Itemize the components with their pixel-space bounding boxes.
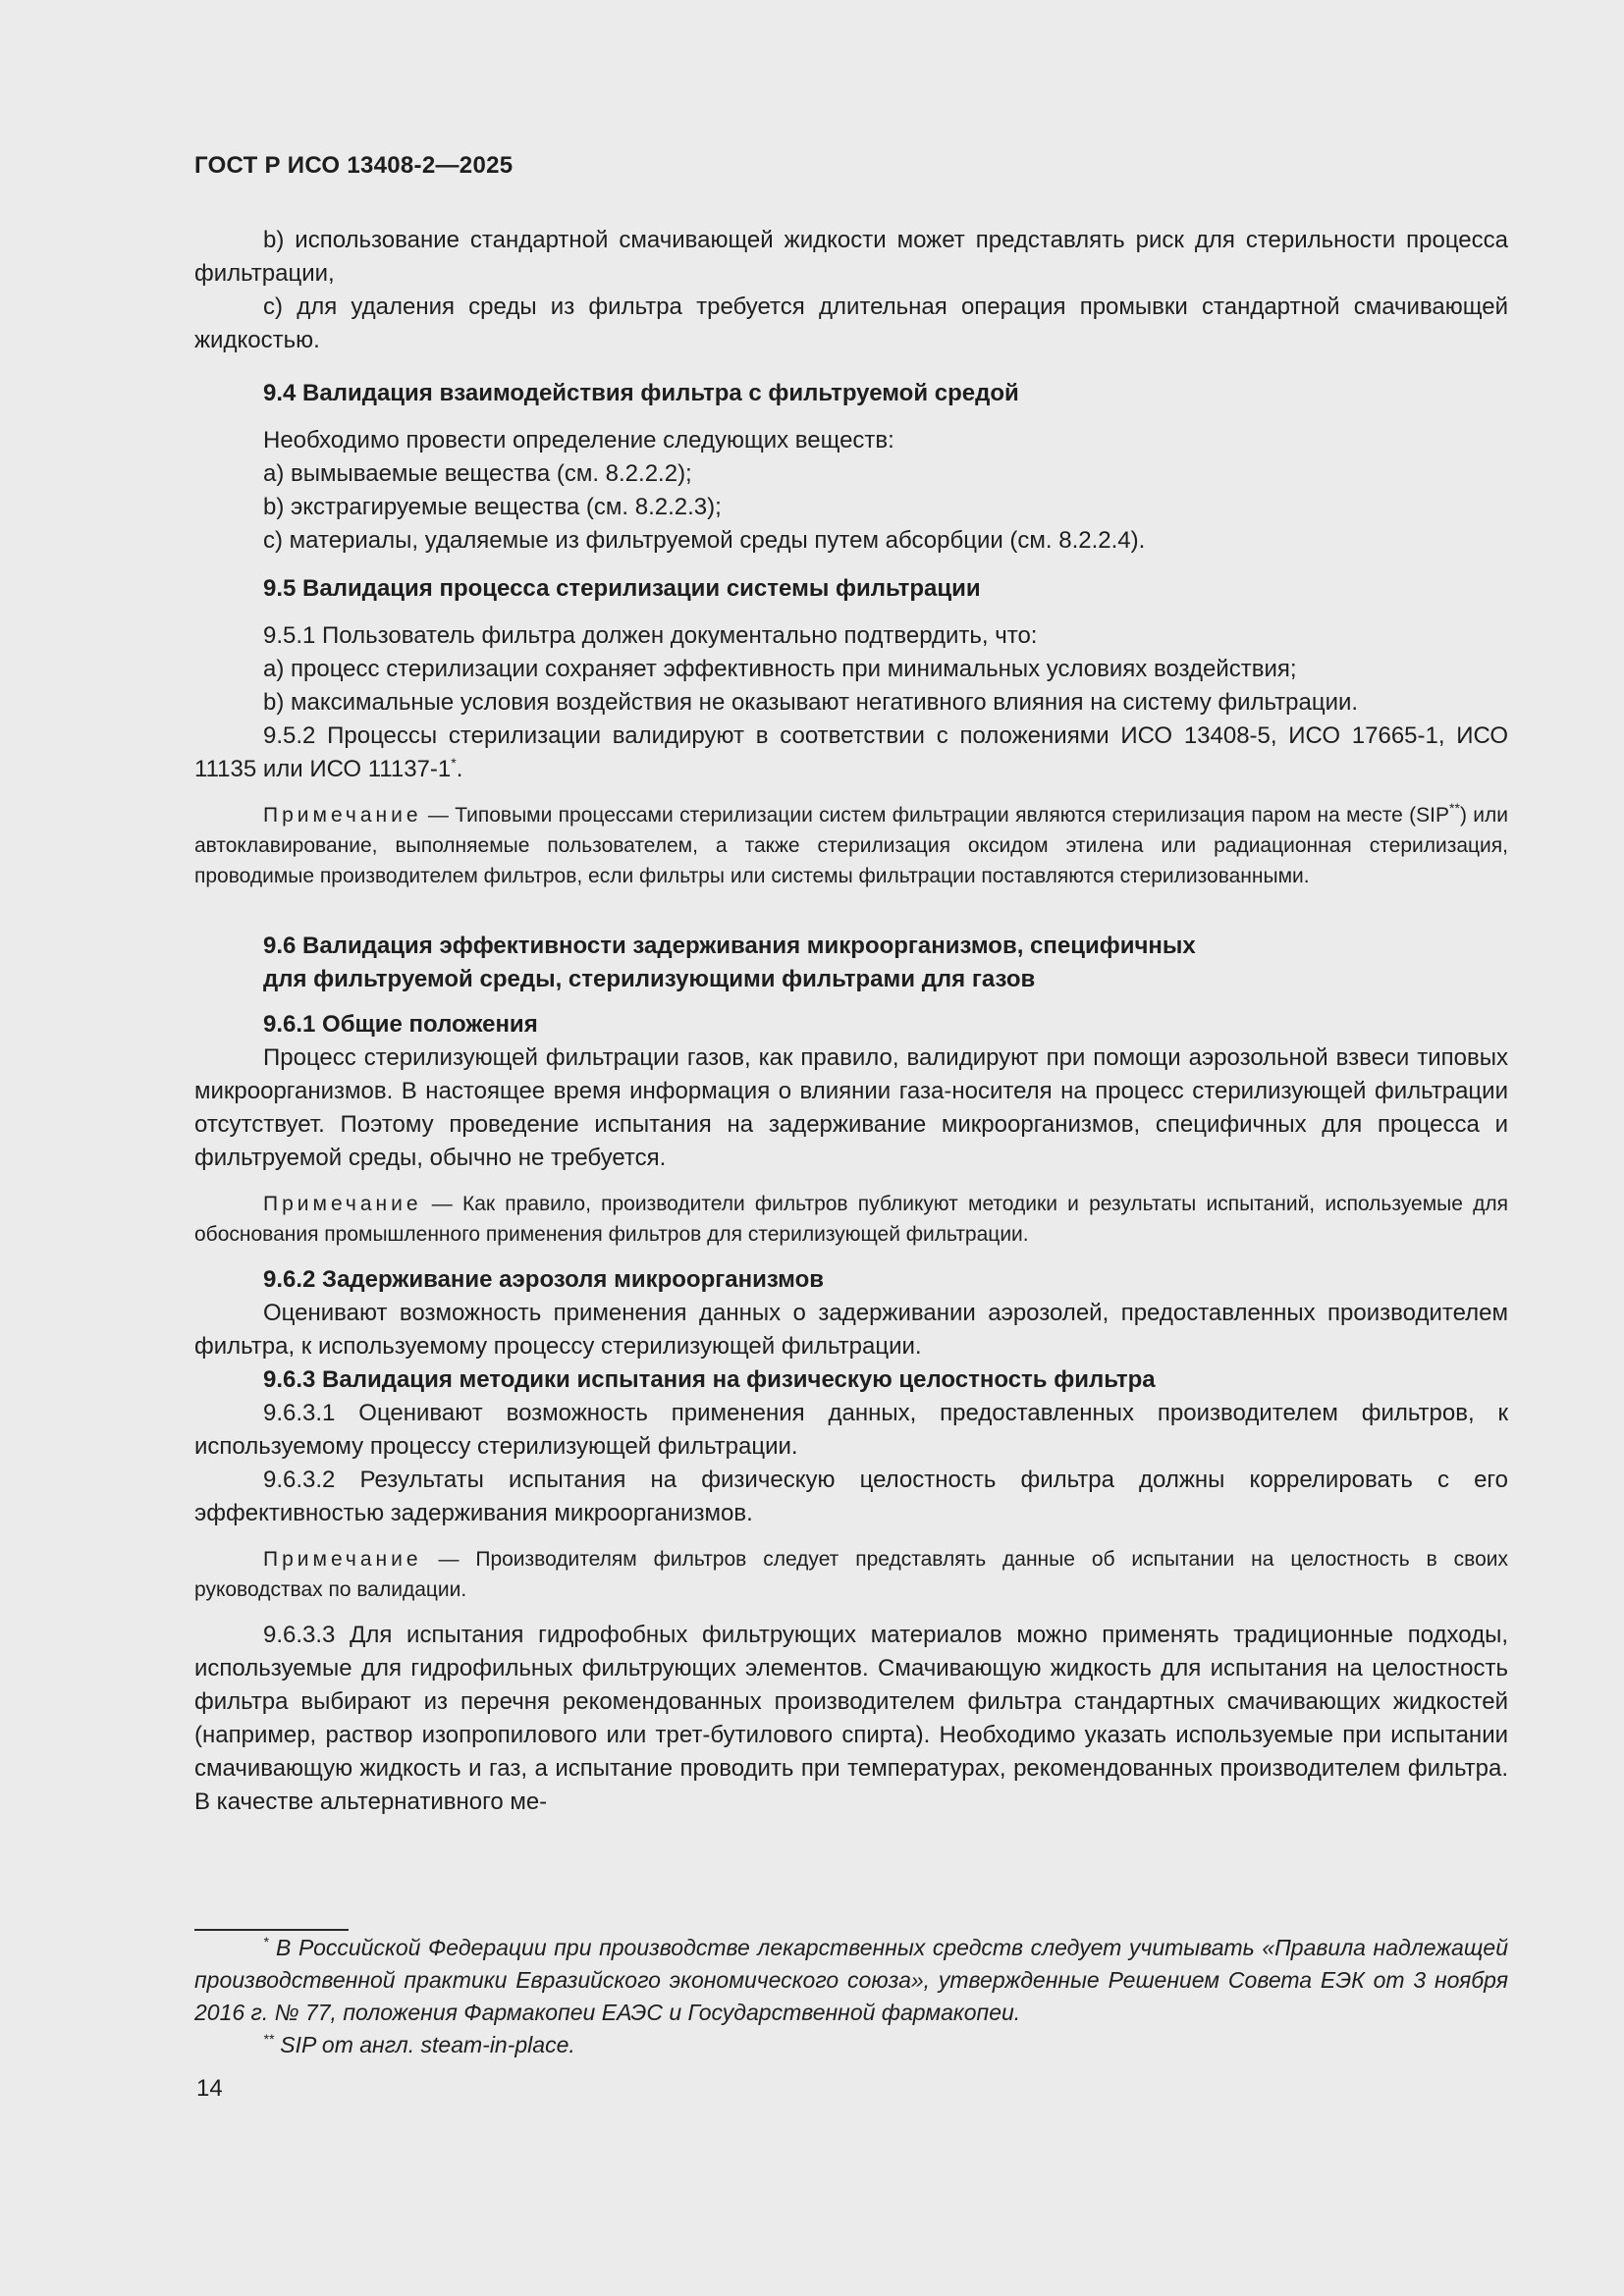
- section-9-4-intro: Необходимо провести определение следующих веществ:: [263, 427, 894, 454]
- footnotes: [194, 1932, 1508, 2061]
- section-9-4-heading: 9.4 Валидация взаимодействия фильтра с фильтруемой средой: [263, 380, 1019, 406]
- section-9-5-heading: 9.5 Валидация процесса стерилизации системы фильтрации: [263, 575, 981, 602]
- subsection-9-6-1-heading: 9.6.1 Общие положения: [263, 1011, 538, 1038]
- section-9-4-item-a: a) вымываемые вещества (см. 8.2.2.2);: [263, 460, 692, 487]
- note-9-5: Примечание — Типовыми процессами стерилизации систем фильтрации являются стерилизация паром на месте (SIP**) или автоклавирование, выполняемые пользователем, а также стерилизация оксидом этилена или радиационная стерилизация, проводимые производителем фильтров, если фильтры или системы фильтрации поставляются стерилизованными.: [194, 800, 1508, 887]
- page-number: 14: [196, 2075, 223, 2102]
- subsection-9-6-2-heading: 9.6.2 Задерживание аэрозоля микроорганизмов: [263, 1266, 825, 1293]
- document-header: ГОСТ Р ИСО 13408-2—2025: [194, 152, 514, 179]
- note-9-6-3: Примечание — Производителям фильтров следует представлять данные об испытании на целостность в своих руководствах по валидации.: [194, 1548, 1508, 1601]
- footnote-mark-2: **: [263, 2031, 274, 2047]
- section-9-6-heading-cont: для фильтруемой среды, стерилизующими фильтрами для газов: [263, 966, 1036, 992]
- footnote-2: ** SIP от англ. steam-in-place.: [263, 2031, 575, 2057]
- section-9-6-heading: 9.6 Валидация эффективности задерживания микроорганизмов, специфичных: [263, 933, 1196, 959]
- footnote-divider: [194, 1929, 349, 1931]
- footnote-1: * В Российской Федерации при производстве лекарственных средств следует учитывать «Правила надлежащей производственной практики Евразийского экономического союза», утвержденные Решением Совета ЕЭК от 3 ноября 2016 г. № 77, положения Фармакопеи ЕАЭС и Государственной фармакопеи.: [194, 1934, 1508, 2025]
- note-label: Примечание: [263, 1548, 422, 1571]
- note-9-6-1: Примечание — Как правило, производители фильтров публикуют методики и результаты испытаний, используемые для обоснования промышленного применения фильтров для стерилизующей фильтрации.: [194, 1193, 1508, 1246]
- clause-9-6-3-1: 9.6.3.1 Оценивают возможность применения данных, предоставленных производителем фильтров, к используемому процессу стерилизующей фильтрации.: [194, 1400, 1508, 1460]
- clause-9-5-1: 9.5.1 Пользователь фильтра должен документально подтвердить, что:: [263, 622, 1038, 649]
- section-9-4-item-c: c) материалы, удаляемые из фильтруемой среды путем абсорбции (см. 8.2.2.4).: [263, 527, 1146, 554]
- footnote-ref-1: *: [451, 755, 457, 771]
- subsection-9-6-1-text: Процесс стерилизующей фильтрации газов, как правило, валидируют при помощи аэрозольной взвеси типовых микроорганизмов. В настоящее время информация о влиянии газа-носителя на процесс стерилизующей фильтрации отсутствует. Поэтому проведение испытания на задерживание микроорганизмов, специфичных для процесса и фильтруемой среды, обычно не требуется.: [194, 1044, 1508, 1171]
- list-item-c: c) для удаления среды из фильтра требуется длительная операция промывки стандартной смачивающей жидкостью.: [194, 294, 1508, 353]
- main-text: [194, 224, 1508, 1819]
- clause-9-6-3-2: 9.6.3.2 Результаты испытания на физическую целостность фильтра должны коррелировать с его эффективностью задерживания микроорганизмов.: [194, 1467, 1508, 1526]
- clause-9-6-3-3: 9.6.3.3 Для испытания гидрофобных фильтрующих материалов можно применять традиционные подходы, используемые для гидрофильных фильтрующих элементов. Смачивающую жидкость для испытания на целостность фильтра выбирают из перечня рекомендованных производителем фильтра стандартных смачивающих жидкостей (например, раствор изопропилового или трет-бутилового спирта). Необходимо указать используемые при испытании смачивающую жидкость и газ, а испытание проводить при температурах, рекомендованных производителем фильтра. В качестве альтернативного ме-: [194, 1622, 1508, 1815]
- document-page: [194, 0, 1508, 2296]
- section-9-4-item-b: b) экстрагируемые вещества (см. 8.2.2.3);: [263, 494, 722, 520]
- subsection-9-6-2-text: Оценивают возможность применения данных о задерживании аэрозолей, предоставленных производителем фильтра, к используемому процессу стерилизующей фильтрации.: [194, 1300, 1508, 1360]
- note-label: Примечание: [263, 1193, 422, 1215]
- subsection-9-6-3-heading: 9.6.3 Валидация методики испытания на физическую целостность фильтра: [263, 1366, 1156, 1393]
- clause-9-5-1-item-b: b) максимальные условия воздействия не оказывают негативного влияния на систему фильтрации.: [263, 689, 1359, 716]
- footnote-ref-2: **: [1449, 800, 1460, 816]
- clause-9-5-1-item-a: a) процесс стерилизации сохраняет эффективность при минимальных условиях воздействия;: [263, 656, 1297, 682]
- list-item-b: b) использование стандартной смачивающей жидкости может представлять риск для стерильности процесса фильтрации,: [194, 227, 1508, 287]
- footnote-mark-1: *: [263, 1934, 269, 1949]
- note-label: Примечание: [263, 804, 422, 827]
- clause-9-5-2: 9.5.2 Процессы стерилизации валидируют в соответствии с положениями ИСО 13408-5, ИСО 17665-1, ИСО 11135 или ИСО 11137-1*.: [194, 722, 1508, 782]
